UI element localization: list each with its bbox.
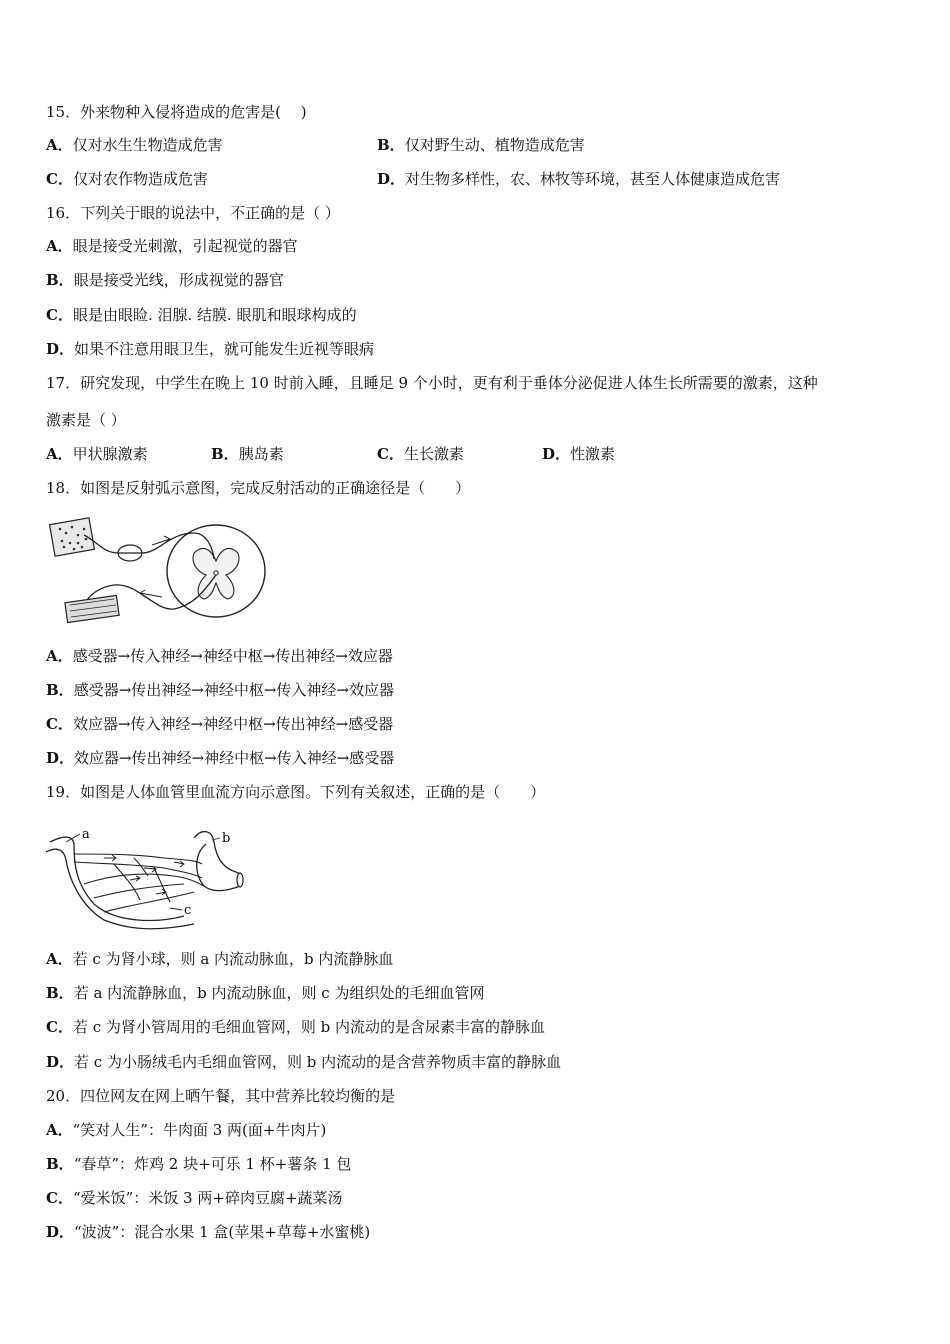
spinal-cord-section	[167, 525, 265, 617]
q20-option-a[interactable]: A．“笑对人生”：牛肉面 3 两(面+牛肉片)	[46, 1121, 327, 1139]
q15-option-a[interactable]: A．仅对水生生物造成危害	[46, 136, 223, 154]
q20-option-d[interactable]: D．“波波”：混合水果 1 盒(苹果+草莓+水蜜桃)	[46, 1223, 371, 1241]
q17-option-c[interactable]: C．生长激素	[377, 445, 464, 463]
arrow-afferent	[152, 536, 170, 545]
q20-option-b[interactable]: B．“春草”：炸鸡 2 块+可乐 1 杯+薯条 1 包	[46, 1155, 352, 1173]
flow-arrows	[104, 855, 184, 895]
label-c: c	[184, 903, 192, 918]
q17-option-a[interactable]: A．甲状腺激素	[46, 445, 148, 463]
q15-option-d[interactable]: D．对生物多样性，农、林牧等环境，甚至人体健康造成危害	[377, 170, 781, 188]
q16-option-c[interactable]: C．眼是由眼睑. 泪腺. 结膜. 眼肌和眼球构成的	[46, 306, 357, 324]
label-a: a	[82, 827, 90, 842]
q16-option-a[interactable]: A．眼是接受光刺激，引起视觉的器官	[46, 237, 298, 255]
q17-option-b[interactable]: B．胰岛素	[211, 445, 284, 463]
vessel-b	[194, 832, 240, 874]
q16-option-d[interactable]: D．如果不注意用眼卫生，就可能发生近视等眼病	[46, 340, 375, 358]
vessel-a	[50, 837, 184, 920]
q20-option-c[interactable]: C．“爱米饭”：米饭 3 两+碎肉豆腐+蔬菜汤	[46, 1189, 343, 1207]
reflex-arc-figure	[44, 513, 269, 630]
q16-option-b[interactable]: B．眼是接受光线，形成视觉的器官	[46, 271, 284, 289]
label-b: b	[222, 831, 231, 846]
effector-muscle	[65, 595, 119, 622]
arrow-efferent	[140, 590, 162, 597]
q17-option-d[interactable]: D．性激素	[542, 445, 616, 463]
q19-option-a[interactable]: A．若 c 为肾小球，则 a 内流动脉血，b 内流静脉血	[46, 950, 394, 968]
q18-option-a[interactable]: A．感受器→传入神经→神经中枢→传出神经→效应器	[46, 647, 393, 665]
q18-option-c[interactable]: C．效应器→传入神经→神经中枢→传出神经→感受器	[46, 715, 394, 733]
q20-stem: 20．四位网友在网上晒午餐，其中营养比较均衡的是	[46, 1087, 396, 1105]
q19-stem: 19．如图是人体血管里血流方向示意图。下列有关叙述，正确的是（ ）	[46, 783, 546, 801]
q15-stem: 15．外来物种入侵将造成的危害是( )	[46, 103, 307, 121]
q15-option-b[interactable]: B．仅对野生动、植物造成危害	[377, 136, 585, 154]
blood-vessel-figure	[44, 824, 244, 936]
q18-stem: 18．如图是反射弧示意图，完成反射活动的正确途径是（ ）	[46, 479, 471, 497]
q18-option-d[interactable]: D．效应器→传出神经→神经中枢→传入神经→感受器	[46, 749, 395, 767]
q19-option-c[interactable]: C．若 c 为肾小管周用的毛细血管网，则 b 内流动的是含尿素丰富的静脉血	[46, 1018, 546, 1036]
q17-stem-line2: 激素是（ ）	[46, 411, 126, 429]
q19-option-d[interactable]: D．若 c 为小肠绒毛内毛细血管网，则 b 内流动的是含营养物质丰富的静脉血	[46, 1053, 562, 1071]
q16-stem: 16．下列关于眼的说法中，不正确的是（ ）	[46, 204, 340, 222]
q15-option-c[interactable]: C．仅对农作物造成危害	[46, 170, 208, 188]
q18-option-b[interactable]: B．感受器→传出神经→神经中枢→传入神经→效应器	[46, 681, 394, 699]
q19-option-b[interactable]: B．若 a 内流静脉血，b 内流动脉血，则 c 为组织处的毛细血管网	[46, 984, 485, 1002]
q17-stem-line1: 17．研究发现，中学生在晚上 10 时前入睡，且睡足 9 个小时，更有利于垂体分泌促进人体生长所需要的激素，这种	[46, 374, 818, 392]
